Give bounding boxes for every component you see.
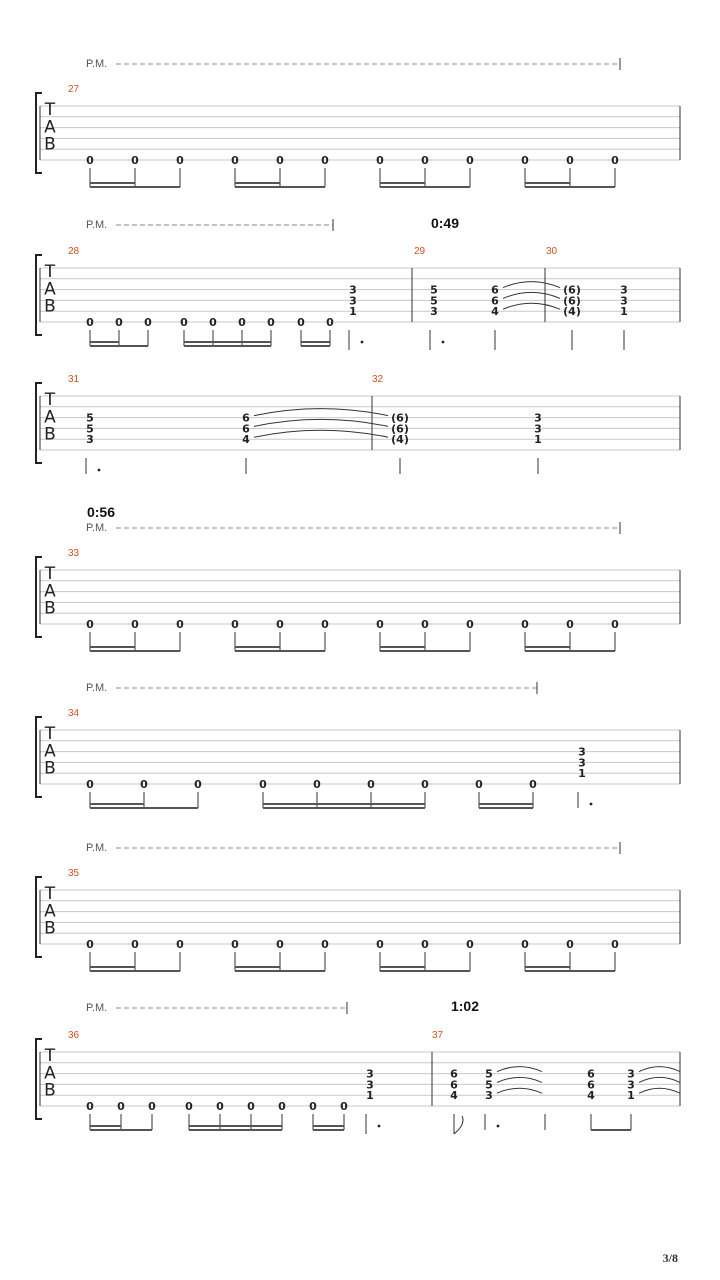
palm-mute-label: P.M. — [86, 219, 108, 231]
fret-number: 0 — [376, 618, 384, 631]
tab-letter: B — [44, 134, 56, 155]
fret-number: 3 — [349, 294, 357, 308]
fret-number: 3 — [627, 1078, 635, 1092]
measure-number: 34 — [68, 708, 80, 719]
tie-arc — [254, 409, 388, 416]
fret-number: 0 — [475, 778, 483, 791]
system-sys-28 — [36, 215, 680, 350]
fret-number: (6) — [391, 411, 409, 425]
fret-number: 5 — [86, 411, 94, 425]
fret-number: 0 — [340, 1100, 348, 1113]
fret-number: 0 — [86, 778, 94, 791]
timestamp: 0:49 — [430, 215, 460, 231]
fret-number: 5 — [485, 1078, 493, 1092]
fret-number: 0 — [86, 618, 94, 631]
tab-letter: T — [44, 724, 56, 744]
fret-number: 0 — [309, 1100, 317, 1113]
system-bracket — [36, 877, 42, 957]
measure-number: 32 — [372, 374, 384, 385]
tab-letter: T — [44, 390, 56, 410]
fret-number: 0 — [276, 618, 284, 631]
fret-number: 0 — [231, 154, 239, 167]
fret-number: (4) — [391, 433, 409, 447]
fret-number: 3 — [86, 433, 94, 447]
fret-number: 3 — [620, 283, 628, 297]
system-sys-34 — [36, 682, 680, 808]
measure-number: 27 — [68, 84, 80, 95]
fret-number: 0 — [131, 938, 139, 951]
rhythm-dot — [590, 803, 593, 806]
measure-number: 37 — [432, 1030, 444, 1041]
measure-number: 28 — [68, 246, 80, 257]
tab-letter: T — [44, 262, 56, 282]
system-bracket — [36, 557, 42, 637]
fret-number: 0 — [267, 316, 275, 329]
fret-number: 0 — [131, 618, 139, 631]
fret-number: (6) — [563, 283, 581, 297]
tie-arc — [639, 1088, 680, 1093]
tab-letter: A — [44, 581, 56, 602]
fret-number: (6) — [563, 294, 581, 308]
tab-letter: A — [44, 279, 56, 300]
measure-number: 31 — [68, 374, 80, 385]
fret-number: 3 — [485, 1089, 493, 1103]
tie-arc — [503, 292, 560, 298]
fret-number: 0 — [231, 938, 239, 951]
tie-arc — [503, 303, 560, 309]
tie-arc — [497, 1077, 542, 1082]
fret-number: 1 — [534, 433, 542, 447]
tab-letter: T — [44, 564, 56, 584]
fret-number: 3 — [366, 1067, 374, 1081]
fret-number: 6 — [587, 1067, 595, 1081]
fret-number: 6 — [242, 411, 250, 425]
fret-number: 0 — [421, 618, 429, 631]
fret-number: 5 — [485, 1067, 493, 1081]
fret-number: 1 — [349, 305, 357, 319]
tab-letter: B — [44, 296, 56, 317]
tie-arc — [639, 1077, 680, 1082]
fret-number: 1 — [627, 1089, 635, 1103]
fret-number: 0 — [421, 154, 429, 167]
tie-arc — [254, 430, 388, 437]
fret-number: 0 — [117, 1100, 125, 1113]
palm-mute-label: P.M. — [86, 682, 108, 694]
fret-number: 0 — [367, 778, 375, 791]
system-bracket — [36, 93, 42, 173]
fret-number: 3 — [430, 305, 438, 319]
fret-number: 3 — [349, 283, 357, 297]
tab-letter: A — [44, 407, 56, 428]
fret-number: 1 — [578, 767, 586, 781]
fret-number: 0 — [466, 618, 474, 631]
fret-number: (4) — [563, 305, 581, 319]
rhythm-dot — [442, 341, 445, 344]
fret-number: 0 — [376, 154, 384, 167]
tab-letter: B — [44, 424, 56, 445]
fret-number: 0 — [529, 778, 537, 791]
fret-number: 0 — [131, 154, 139, 167]
timestamp: 1:02 — [450, 998, 480, 1014]
note-flag — [454, 1116, 463, 1134]
fret-number: 3 — [578, 756, 586, 770]
fret-number: 0 — [611, 618, 619, 631]
tab-letter: T — [44, 100, 56, 120]
fret-number: 3 — [534, 422, 542, 436]
fret-number: 1 — [366, 1089, 374, 1103]
measure-number: 35 — [68, 868, 80, 879]
fret-number: 0 — [180, 316, 188, 329]
fret-number: 6 — [491, 283, 499, 297]
fret-number: 0 — [297, 316, 305, 329]
fret-number: 0 — [321, 938, 329, 951]
tab-letter: A — [44, 117, 56, 138]
fret-number: 0 — [321, 618, 329, 631]
palm-mute-label: P.M. — [86, 1002, 108, 1014]
fret-number: 5 — [86, 422, 94, 436]
fret-number: 0 — [326, 316, 334, 329]
fret-number: 6 — [242, 422, 250, 436]
system-sys-35 — [36, 842, 680, 971]
tab-letter: A — [44, 901, 56, 922]
tie-arc — [639, 1067, 680, 1072]
system-bracket — [36, 383, 42, 463]
fret-number: 0 — [176, 618, 184, 631]
fret-number: 6 — [450, 1078, 458, 1092]
fret-number: 0 — [521, 154, 529, 167]
fret-number: 0 — [86, 154, 94, 167]
measure-number: 30 — [546, 246, 558, 257]
palm-mute-label: P.M. — [86, 522, 108, 534]
fret-number: 0 — [521, 938, 529, 951]
fret-number: 0 — [421, 778, 429, 791]
tab-letter: T — [44, 884, 56, 904]
tie-arc — [503, 282, 560, 288]
tab-letter: T — [44, 1046, 56, 1066]
measure-number: 29 — [414, 246, 426, 257]
system-sys-27 — [36, 58, 680, 187]
measure-number: 33 — [68, 548, 80, 559]
fret-number: 4 — [587, 1089, 595, 1103]
fret-number: 0 — [144, 316, 152, 329]
rhythm-dot — [497, 1125, 500, 1128]
fret-number: 6 — [450, 1067, 458, 1081]
fret-number: 0 — [115, 316, 123, 329]
system-sys-31 — [36, 374, 680, 474]
system-sys-33 — [36, 504, 680, 651]
fret-number: 3 — [627, 1067, 635, 1081]
fret-number: 0 — [566, 154, 574, 167]
tab-letter: A — [44, 1063, 56, 1084]
tab-letter: B — [44, 758, 56, 779]
tie-arc — [497, 1067, 542, 1072]
tab-letter: B — [44, 1080, 56, 1101]
fret-number: 4 — [491, 305, 499, 319]
fret-number: 0 — [466, 938, 474, 951]
fret-number: 0 — [185, 1100, 193, 1113]
fret-number: 3 — [620, 294, 628, 308]
fret-number: 0 — [276, 938, 284, 951]
fret-number: 3 — [366, 1078, 374, 1092]
fret-number: 6 — [587, 1078, 595, 1092]
fret-number: 0 — [278, 1100, 286, 1113]
fret-number: 6 — [491, 294, 499, 308]
tab-letter: A — [44, 741, 56, 762]
fret-number: 0 — [566, 618, 574, 631]
fret-number: 0 — [176, 938, 184, 951]
fret-number: 0 — [566, 938, 574, 951]
fret-number: 0 — [86, 1100, 94, 1113]
system-bracket — [36, 1039, 42, 1119]
fret-number: 0 — [194, 778, 202, 791]
fret-number: 3 — [578, 745, 586, 759]
fret-number: 0 — [86, 938, 94, 951]
fret-number: 0 — [140, 778, 148, 791]
fret-number: 1 — [620, 305, 628, 319]
fret-number: 3 — [534, 411, 542, 425]
page-number: 3/8 — [662, 1251, 678, 1265]
fret-number: 0 — [148, 1100, 156, 1113]
fret-number: 0 — [611, 938, 619, 951]
system-bracket — [36, 255, 42, 335]
fret-number: 0 — [421, 938, 429, 951]
timestamp: 0:56 — [86, 504, 116, 520]
system-sys-36 — [36, 998, 680, 1134]
fret-number: 5 — [430, 294, 438, 308]
fret-number: 0 — [176, 154, 184, 167]
fret-number: 0 — [259, 778, 267, 791]
fret-number: 0 — [247, 1100, 255, 1113]
fret-number: 4 — [450, 1089, 458, 1103]
fret-number: 0 — [376, 938, 384, 951]
palm-mute-label: P.M. — [86, 842, 108, 854]
tab-letter: B — [44, 918, 56, 939]
tie-arc — [497, 1088, 542, 1093]
fret-number: (6) — [391, 422, 409, 436]
rhythm-dot — [378, 1125, 381, 1128]
fret-number: 0 — [86, 316, 94, 329]
fret-number: 0 — [238, 316, 246, 329]
fret-number: 4 — [242, 433, 250, 447]
system-bracket — [36, 717, 42, 797]
fret-number: 0 — [216, 1100, 224, 1113]
fret-number: 0 — [313, 778, 321, 791]
fret-number: 0 — [611, 154, 619, 167]
fret-number: 5 — [430, 283, 438, 297]
rhythm-dot — [361, 341, 364, 344]
fret-number: 0 — [276, 154, 284, 167]
fret-number: 0 — [209, 316, 217, 329]
rhythm-dot — [98, 469, 101, 472]
measure-number: 36 — [68, 1030, 80, 1041]
fret-number: 0 — [521, 618, 529, 631]
palm-mute-label: P.M. — [86, 58, 108, 70]
tab-letter: B — [44, 598, 56, 619]
fret-number: 0 — [231, 618, 239, 631]
tie-arc — [254, 419, 388, 426]
fret-number: 0 — [466, 154, 474, 167]
fret-number: 0 — [321, 154, 329, 167]
